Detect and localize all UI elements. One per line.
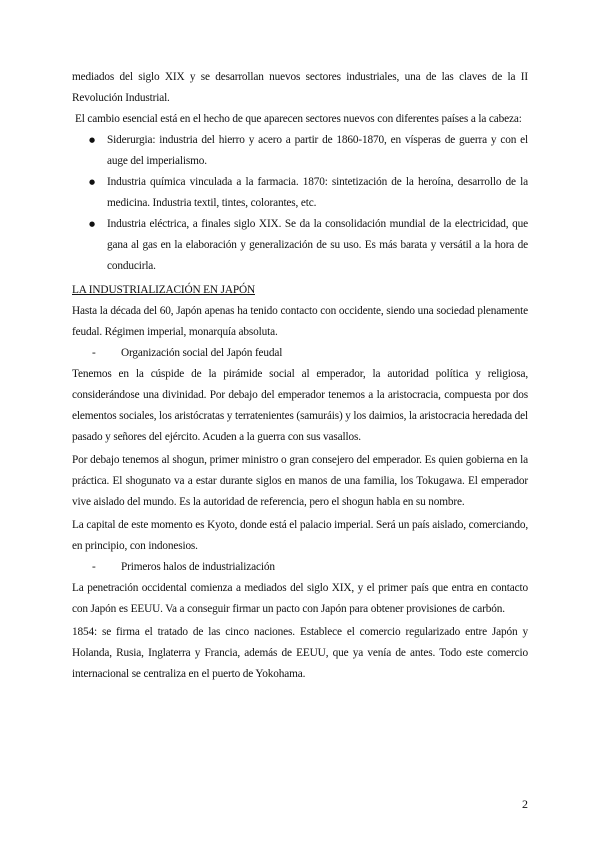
paragraph-intro: mediados del siglo XIX y se desarrollan nuevos sectores industriales, una de las claves de la II Revolución Industrial.	[72, 71, 528, 104]
list-item: ● Industria eléctrica, a finales siglo XIX. Se da la consolidación mundial de la electricidad, que gana al gas en la elaboración y generalización de su uso. Es más barata y versátil a la hora de conducirla.	[72, 214, 528, 277]
industry-list	[72, 130, 528, 277]
paragraph-treaty: 1854: se firma el tratado de las cinco naciones. Establece el comercio regularizado entre Japón y Holanda, Rusia, Inglaterra y Francia, además de EEUU, que ya venía de antes. Todo este comercio internacional se centraliza en el puerto de Yokohama.	[72, 626, 528, 680]
paragraph-penetration: La penetración occidental comienza a mediados del siglo XIX, y el primer país que entra en contacto con Japón es EEUU. Va a conseguir firmar un pacto con Japón para obtener provisiones de carbón.	[72, 582, 528, 615]
section-heading: LA INDUSTRIALIZACIÓN EN JAPÓN	[72, 284, 255, 296]
document-page	[72, 67, 528, 685]
subheading-industrialization: - Primeros halos de industrialización	[72, 557, 528, 578]
subheading-social-organization: - Organización social del Japón feudal	[72, 343, 528, 364]
paragraph-change: El cambio esencial está en el hecho de que aparecen sectores nuevos con diferentes países a la cabeza:	[75, 113, 522, 125]
paragraph-shogun: Por debajo tenemos al shogun, primer ministro o gran consejero del emperador. Es quien gobierna en la práctica. El shogunato va a estar durante siglos en manos de una familia, los Tokugawa. El emperador vive aislado del mundo. Es la autoridad de referencia, pero el shogun habla en su nombre.	[72, 454, 528, 508]
paragraph-kyoto: La capital de este momento es Kyoto, donde está el palacio imperial. Será un país aislado, comerciando, en principio, con indonesios.	[72, 519, 528, 552]
page-number: 2	[522, 797, 528, 811]
paragraph-japan-intro: Hasta la década del 60, Japón apenas ha tenido contacto con occidente, siendo una sociedad plenamente feudal. Régimen imperial, monarquía absoluta.	[72, 305, 528, 338]
paragraph-emperor: Tenemos en la cúspide de la pirámide social al emperador, la autoridad política y religiosa, considerándose una divinidad. Por debajo del emperador tenemos a la aristocracia, compuesta por dos elementos sociales, los aristócratas y terratenientes (samuráis) y los daimios, la aristocracia heredada del pasado y señores del ejército. Acuden a la guerra con sus vasallos.	[72, 368, 528, 443]
list-item: ● Siderurgia: industria del hierro y acero a partir de 1860-1870, en vísperas de guerra y con el auge del imperialismo.	[72, 130, 528, 172]
list-item: ● Industria química vinculada a la farmacia. 1870: sintetización de la heroína, desarrollo de la medicina. Industria textil, tintes, colorantes, etc.	[72, 172, 528, 214]
